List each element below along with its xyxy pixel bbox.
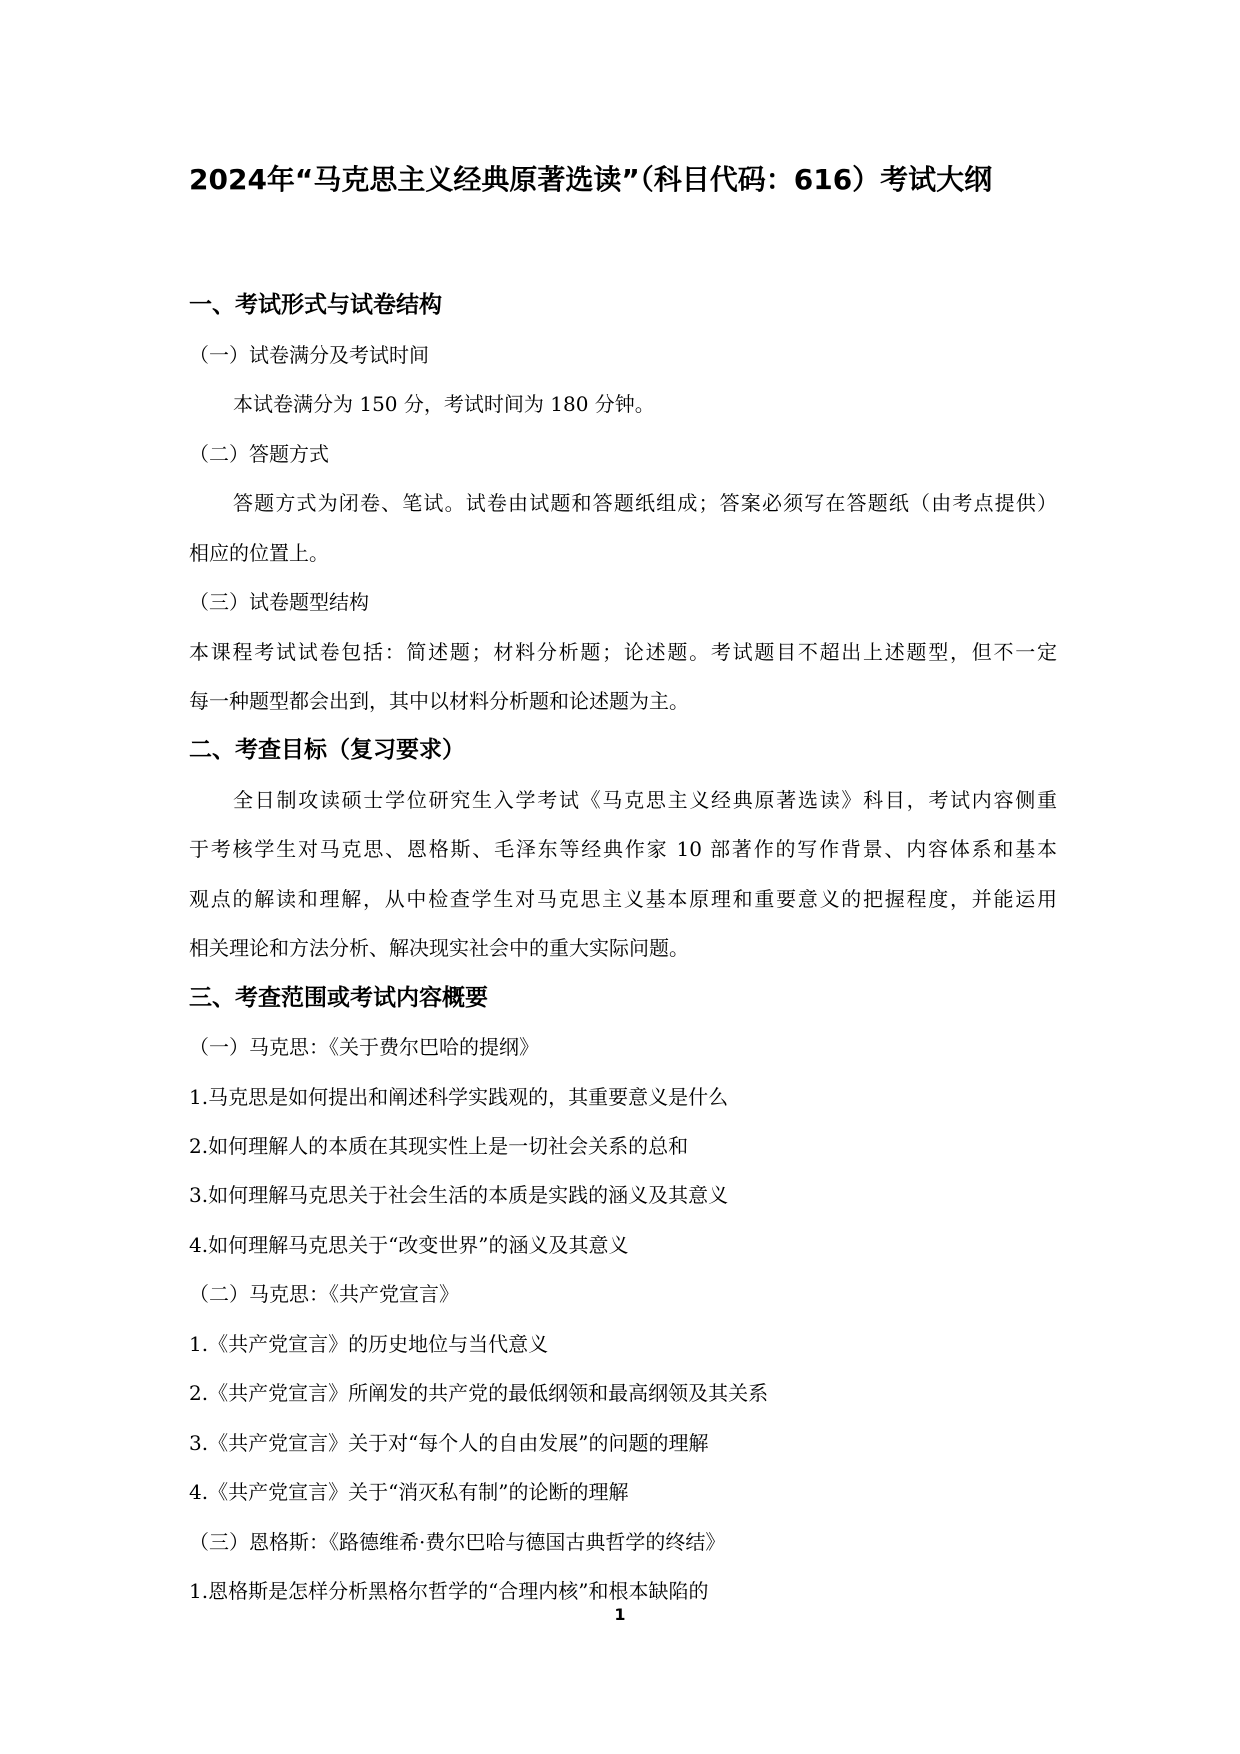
subsection-heading: （一）马克思：《关于费尔巴哈的提纲》 bbox=[189, 1035, 539, 1059]
section-heading: 一、考试形式与试卷结构 bbox=[189, 292, 442, 318]
list-item: 1.《共产党宣言》的历史地位与当代意义 bbox=[189, 1332, 549, 1356]
subsection-heading: （二）马克思：《共产党宣言》 bbox=[189, 1282, 459, 1306]
paragraph-line: 答题方式为闭卷、笔试。试卷由试题和答题纸组成；答案必须写在答题纸（由考点提供） bbox=[233, 491, 1057, 515]
paragraph-line: 本课程考试试卷包括：简述题；材料分析题；论述题。考试题目不超出上述题型，但不一定 bbox=[189, 640, 1057, 664]
paragraph-line: 本试卷满分为 150 分，考试时间为 180 分钟。 bbox=[233, 392, 655, 416]
list-item: 1.恩格斯是怎样分析黑格尔哲学的“合理内核”和根本缺陷的 bbox=[189, 1579, 709, 1603]
list-item: 2.《共产党宣言》所阐发的共产党的最低纲领和最高纲领及其关系 bbox=[189, 1381, 769, 1405]
paragraph-line: 每一种题型都会出到，其中以材料分析题和论述题为主。 bbox=[189, 689, 689, 713]
subsection-heading: （三）恩格斯：《路德维希·费尔巴哈与德国古典哲学的终结》 bbox=[189, 1530, 726, 1554]
paragraph-line: 全日制攻读硕士学位研究生入学考试《马克思主义经典原著选读》科目，考试内容侧重 bbox=[233, 788, 1057, 812]
list-item: 3.《共产党宣言》关于对“每个人的自由发展”的问题的理解 bbox=[189, 1431, 709, 1455]
section-heading: 二、考查目标（复习要求） bbox=[189, 737, 465, 763]
list-item: 1.马克思是如何提出和阐述科学实践观的，其重要意义是什么 bbox=[189, 1085, 729, 1109]
paragraph-line: 相应的位置上。 bbox=[189, 541, 329, 565]
paragraph-line: 相关理论和方法分析、解决现实社会中的重大实际问题。 bbox=[189, 936, 689, 960]
list-item: 2.如何理解人的本质在其现实性上是一切社会关系的总和 bbox=[189, 1134, 689, 1158]
subsection-heading: （一）试卷满分及考试时间 bbox=[189, 343, 429, 367]
list-item: 4.如何理解马克思关于“改变世界”的涵义及其意义 bbox=[189, 1233, 629, 1257]
subsection-heading: （二）答题方式 bbox=[189, 442, 329, 466]
list-item: 3.如何理解马克思关于社会生活的本质是实践的涵义及其意义 bbox=[189, 1183, 729, 1207]
section-heading: 三、考查范围或考试内容概要 bbox=[189, 985, 488, 1011]
paragraph-line: 观点的解读和理解，从中检查学生对马克思主义基本原理和重要意义的把握程度，并能运用 bbox=[189, 887, 1057, 911]
page-number: 1 bbox=[614, 1605, 626, 1624]
list-item: 4.《共产党宣言》关于“消灭私有制”的论断的理解 bbox=[189, 1480, 629, 1504]
document-title: 2024年“马克思主义经典原著选读”（科目代码：616）考试大纲 bbox=[189, 163, 993, 196]
paragraph-line: 于考核学生对马克思、恩格斯、毛泽东等经典作家 10 部著作的写作背景、内容体系和基本 bbox=[189, 837, 1057, 861]
subsection-heading: （三）试卷题型结构 bbox=[189, 590, 369, 614]
